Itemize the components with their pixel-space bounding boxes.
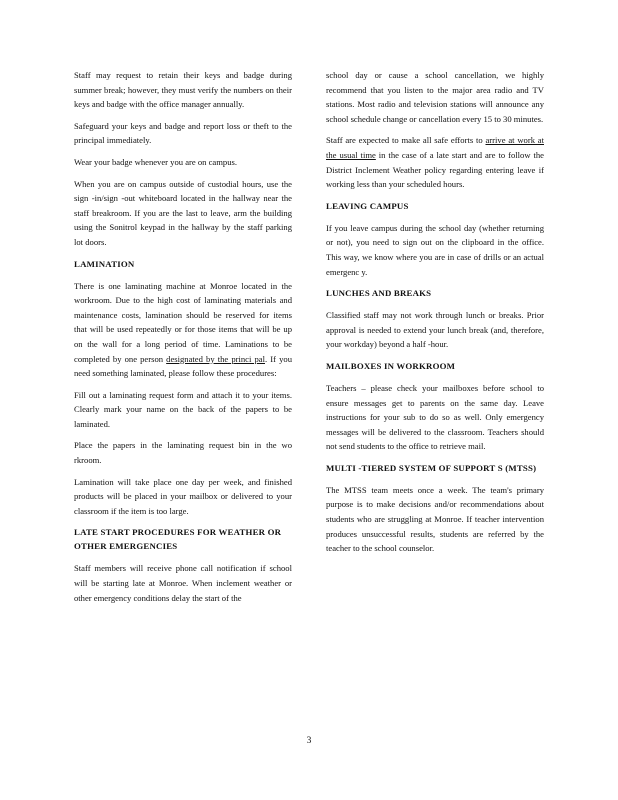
mailboxes-heading: MAILBOXES IN WORKROOM xyxy=(326,360,456,371)
lamination-underlined-text: designated by the princi pal xyxy=(166,353,265,364)
mailboxes-paragraph: Teachers – please check your mailboxes before school to ensure messages get to parents on the same day. Leave instructions for your sub to do so as well. Only emergency messages will be delivered to the classroom. Teachers should not send students to the office to retrieve mail. xyxy=(326,382,544,452)
leaving-campus-heading: LEAVING CAMPUS xyxy=(326,200,409,211)
lamination-step-1: Fill out a laminating request form and attach it to your items. Clearly mark your name on the back of the papers to be laminated. xyxy=(74,389,292,429)
safe-efforts-text-a: Staff are expected to make all safe efforts to xyxy=(326,135,486,146)
wear-badge-paragraph: Wear your badge whenever you are on campus. xyxy=(74,156,237,167)
lamination-heading: LAMINATION xyxy=(74,258,135,269)
mtss-paragraph: The MTSS team meets once a week. The team's primary purpose is to make decisions and/or recommendations about students who are struggling at Monroe. If teacher intervention produces unsuccessful results, students are referred by the teacher to the school counselor. xyxy=(326,484,544,554)
lamination-paragraph xyxy=(74,279,292,381)
lamination-step-2: Place the papers in the laminating request bin in the wo rkroom. xyxy=(74,440,292,466)
page-number: 3 xyxy=(306,736,312,746)
keys-badge-paragraph: Staff may request to retain their keys and badge during summer break; however, they must verify the numbers on their keys and badge with the office manager annually. xyxy=(74,70,292,110)
safe-efforts-paragraph xyxy=(326,133,544,191)
safe-efforts-text-b: in the case of a late start and are to follow the District Inclement Weather policy regarding entering leave if working less than your scheduled hours. xyxy=(326,149,544,190)
lunches-breaks-paragraph: Classified staff may not work through lunch or breaks. Prior approval is needed to extend your lunch break (and, therefore, your workday) beyond a half -hour. xyxy=(326,310,544,350)
late-start-paragraph: Staff members will receive phone call notification if school will be starting late at Monroe. When inclement weather or other emergency conditions delay the start of the xyxy=(74,563,292,603)
lamination-text-b: . If you need something laminated, please follow these procedures: xyxy=(74,353,292,379)
lamination-step-3: Lamination will take place one day per week, and finished products will be placed in your mailbox or delivered to your classroom if the item is too large. xyxy=(74,476,292,516)
leaving-campus-paragraph: If you leave campus during the school day (whether returning or not), you need to sign out on the clipboard in the office. This way, we know where you are in case of drills or an actual emergenc y. xyxy=(326,222,544,277)
lamination-text-a: There is one laminating machine at Monroe located in the workroom. Due to the high cost of laminating materials and maintenance costs, lamination should be reserved for items that will be used repeatedly or for those items that will be up on the wall for a long period of time. Laminations to be completed by one person xyxy=(74,280,292,364)
lunches-breaks-heading: LUNCHES AND BREAKS xyxy=(326,288,432,299)
left-column xyxy=(74,68,292,612)
cancellation-paragraph: school day or cause a school cancellation, we highly recommend that you listen to the major area radio and TV stations. Most radio and television stations will announce any school schedule change or cancellation every 15 to 30 minutes. xyxy=(326,70,544,124)
safeguard-paragraph: Safeguard your keys and badge and report loss or theft to the principal immediately. xyxy=(74,120,292,146)
right-column xyxy=(326,68,544,563)
late-start-heading: LATE START PROCEDURES FOR WEATHER OR OTHER EMERGENCIES xyxy=(74,527,282,552)
safe-efforts-underlined-text: arrive at work at the usual time xyxy=(326,135,544,160)
mtss-heading: MULTI -TIERED SYSTEM OF SUPPORT S (MTSS) xyxy=(326,462,537,473)
custodial-hours-paragraph: When you are on campus outside of custodial hours, use the sign -in/sign -out whiteboard located in the hallway near the staff breakroom. If you are the last to leave, arm the building using the Sonitrol keypad in the hallway by the staff parking lot doors. xyxy=(74,178,292,247)
